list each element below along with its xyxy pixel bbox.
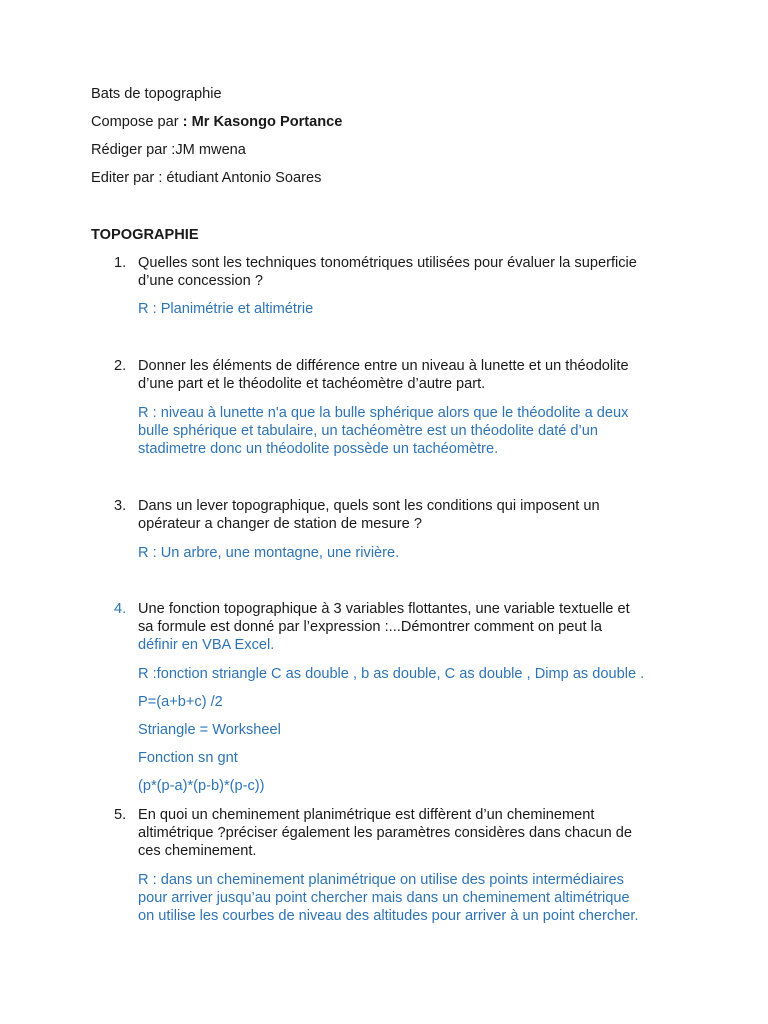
question-number: 2.: [114, 358, 127, 374]
composer-prefix: Compose par: [91, 114, 183, 130]
answer-text: R :fonction striangle C as double , b as double, C as double , Dimp as double .: [138, 666, 645, 682]
answer-text: pour arriver jusqu’au point chercher mais dans un cheminement altimétrique: [138, 890, 630, 906]
answer-text: stadimetre donc un théodolite possède un tachéomètre.: [138, 441, 499, 457]
question-text: Une fonction topographique à 3 variables flottantes, une variable textuelle et: [138, 601, 630, 617]
question-text: sa formule est donné par l’expression :...Démontrer comment on peut la: [138, 619, 602, 635]
question-number: 5.: [114, 807, 127, 823]
question-text: définir en VBA Excel.: [138, 637, 275, 653]
question-text: Donner les éléments de différence entre un niveau à lunette et un théodolite: [138, 358, 629, 374]
answer-text: R : Planimétrie et altimétrie: [138, 301, 314, 317]
editor-line: Editer par : étudiant Antonio Soares: [91, 170, 322, 186]
composer-line: [91, 113, 342, 132]
answer-text: P=(a+b+c) /2: [138, 694, 223, 710]
redactor-line: Rédiger par :JM mwena: [91, 142, 246, 158]
question-text: d’une concession ?: [138, 273, 263, 289]
question-text: En quoi un cheminement planimétrique est diffèrent d’un cheminement: [138, 807, 595, 823]
answer-text: R : dans un cheminement planimétrique on utilise des points intermédiaires: [138, 872, 624, 888]
section-title: TOPOGRAPHIE: [91, 227, 199, 243]
question-text: opérateur a changer de station de mesure ?: [138, 516, 422, 532]
question-number: 1.: [114, 255, 127, 271]
question-number: 4.: [114, 601, 127, 617]
answer-text: bulle sphérique et tabulaire, un tachéomètre est un théodolite daté d’un: [138, 423, 599, 439]
answer-text: Fonction sn gnt: [138, 750, 238, 766]
answer-text: (p*(p-a)*(p-b)*(p-c)): [138, 778, 265, 794]
answer-text: R : niveau à lunette n'a que la bulle sphérique alors que le théodolite a deux: [138, 405, 629, 421]
composer-name: : Mr Kasongo Portance: [182, 114, 343, 130]
question-text: d’une part et le théodolite et tachéomètre d’autre part.: [138, 376, 486, 392]
question-text: altimétrique ?préciser également les paramètres considères dans chacun de: [138, 825, 633, 841]
answer-text: R : Un arbre, une montagne, une rivière.: [138, 545, 400, 561]
question-text: Quelles sont les techniques tonométriques utilisées pour évaluer la superficie: [138, 255, 637, 271]
question-number: 3.: [114, 498, 127, 514]
answer-text: Striangle = Worksheel: [138, 722, 281, 738]
question-text: Dans un lever topographique, quels sont les conditions qui imposent un: [138, 498, 600, 514]
answer-text: on utilise les courbes de niveau des altitudes pour arriver à un point chercher.: [138, 908, 639, 924]
document-title: Bats de topographie: [91, 86, 222, 102]
question-text: ces cheminement.: [138, 843, 257, 859]
